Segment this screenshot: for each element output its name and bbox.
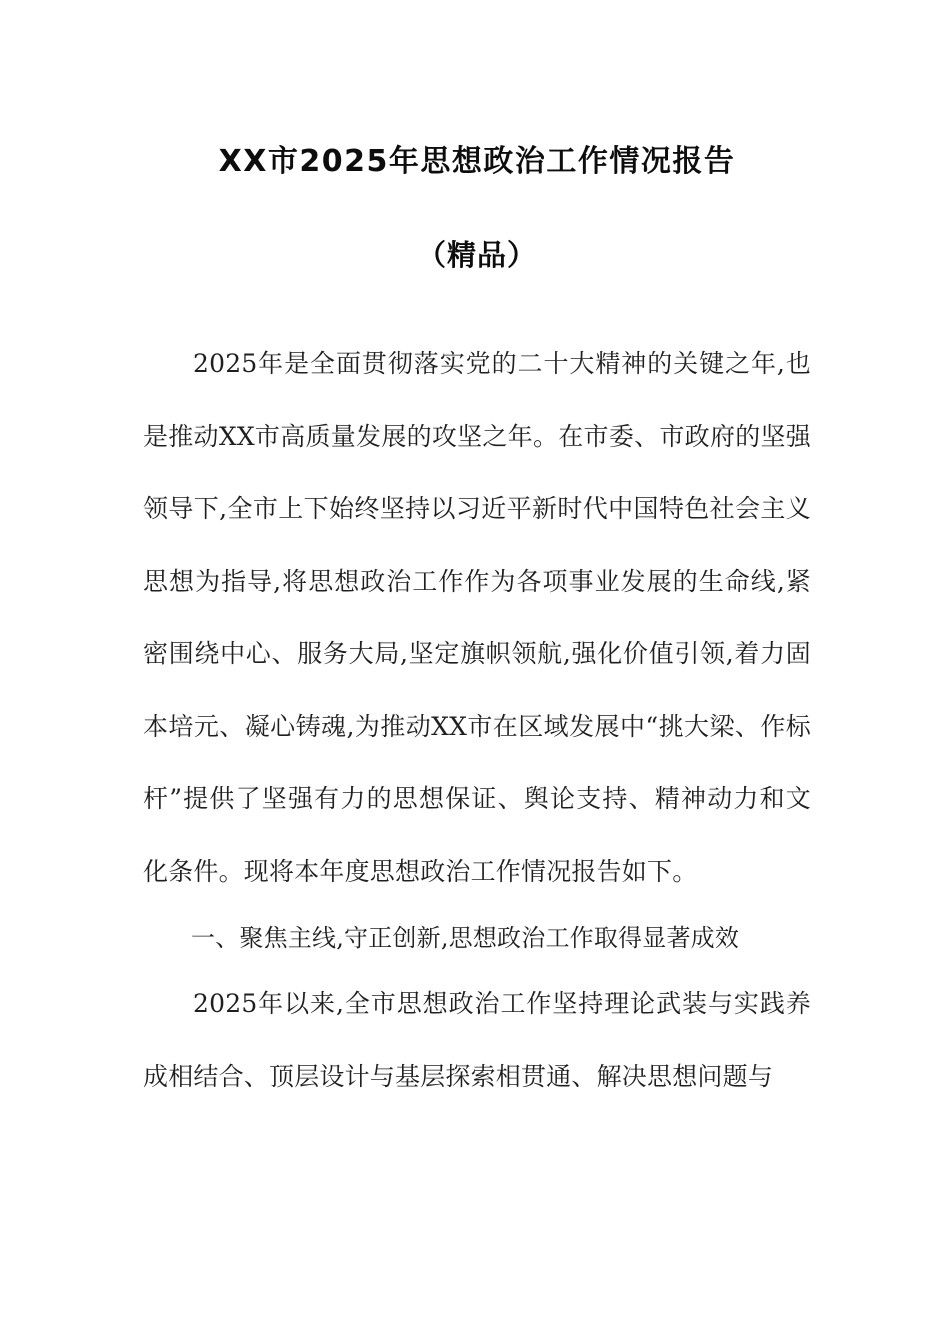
paragraph-intro: 2025年是全面贯彻落实党的二十大精神的关键之年,也是推动XX市高质量发展的攻坚之年。在市委、市政府的坚强领导下,全市上下始终坚持以习近平新时代中国特色社会主义思想为指导,将思想政治工作作为各项事业发展的生命线,紧密围绕中心、服务大局,坚定旗帜领航,强化价值引领,着力固本培元、凝心铸魂,为推动XX市在区域发展中“挑大梁、作标杆”提供了坚强有力的思想保证、舆论支持、精神动力和文化条件。现将本年度思想政治工作情况报告如下。 bbox=[143, 349, 811, 886]
document-title: XX市2025年思想政治工作情况报告 bbox=[218, 144, 736, 179]
document-body bbox=[143, 0, 811, 1113]
document-subtitle: （精品） bbox=[416, 238, 537, 272]
section-heading-one: 一、聚焦主线,守正创新,思想政治工作取得显著成效 bbox=[191, 924, 740, 952]
document-content bbox=[143, 276, 811, 1113]
paragraph-section-one-body: 2025年以来,全市思想政治工作坚持理论武装与实践养成相结合、顶层设计与基层探索相贯通、解决思想问题与 bbox=[143, 989, 811, 1091]
